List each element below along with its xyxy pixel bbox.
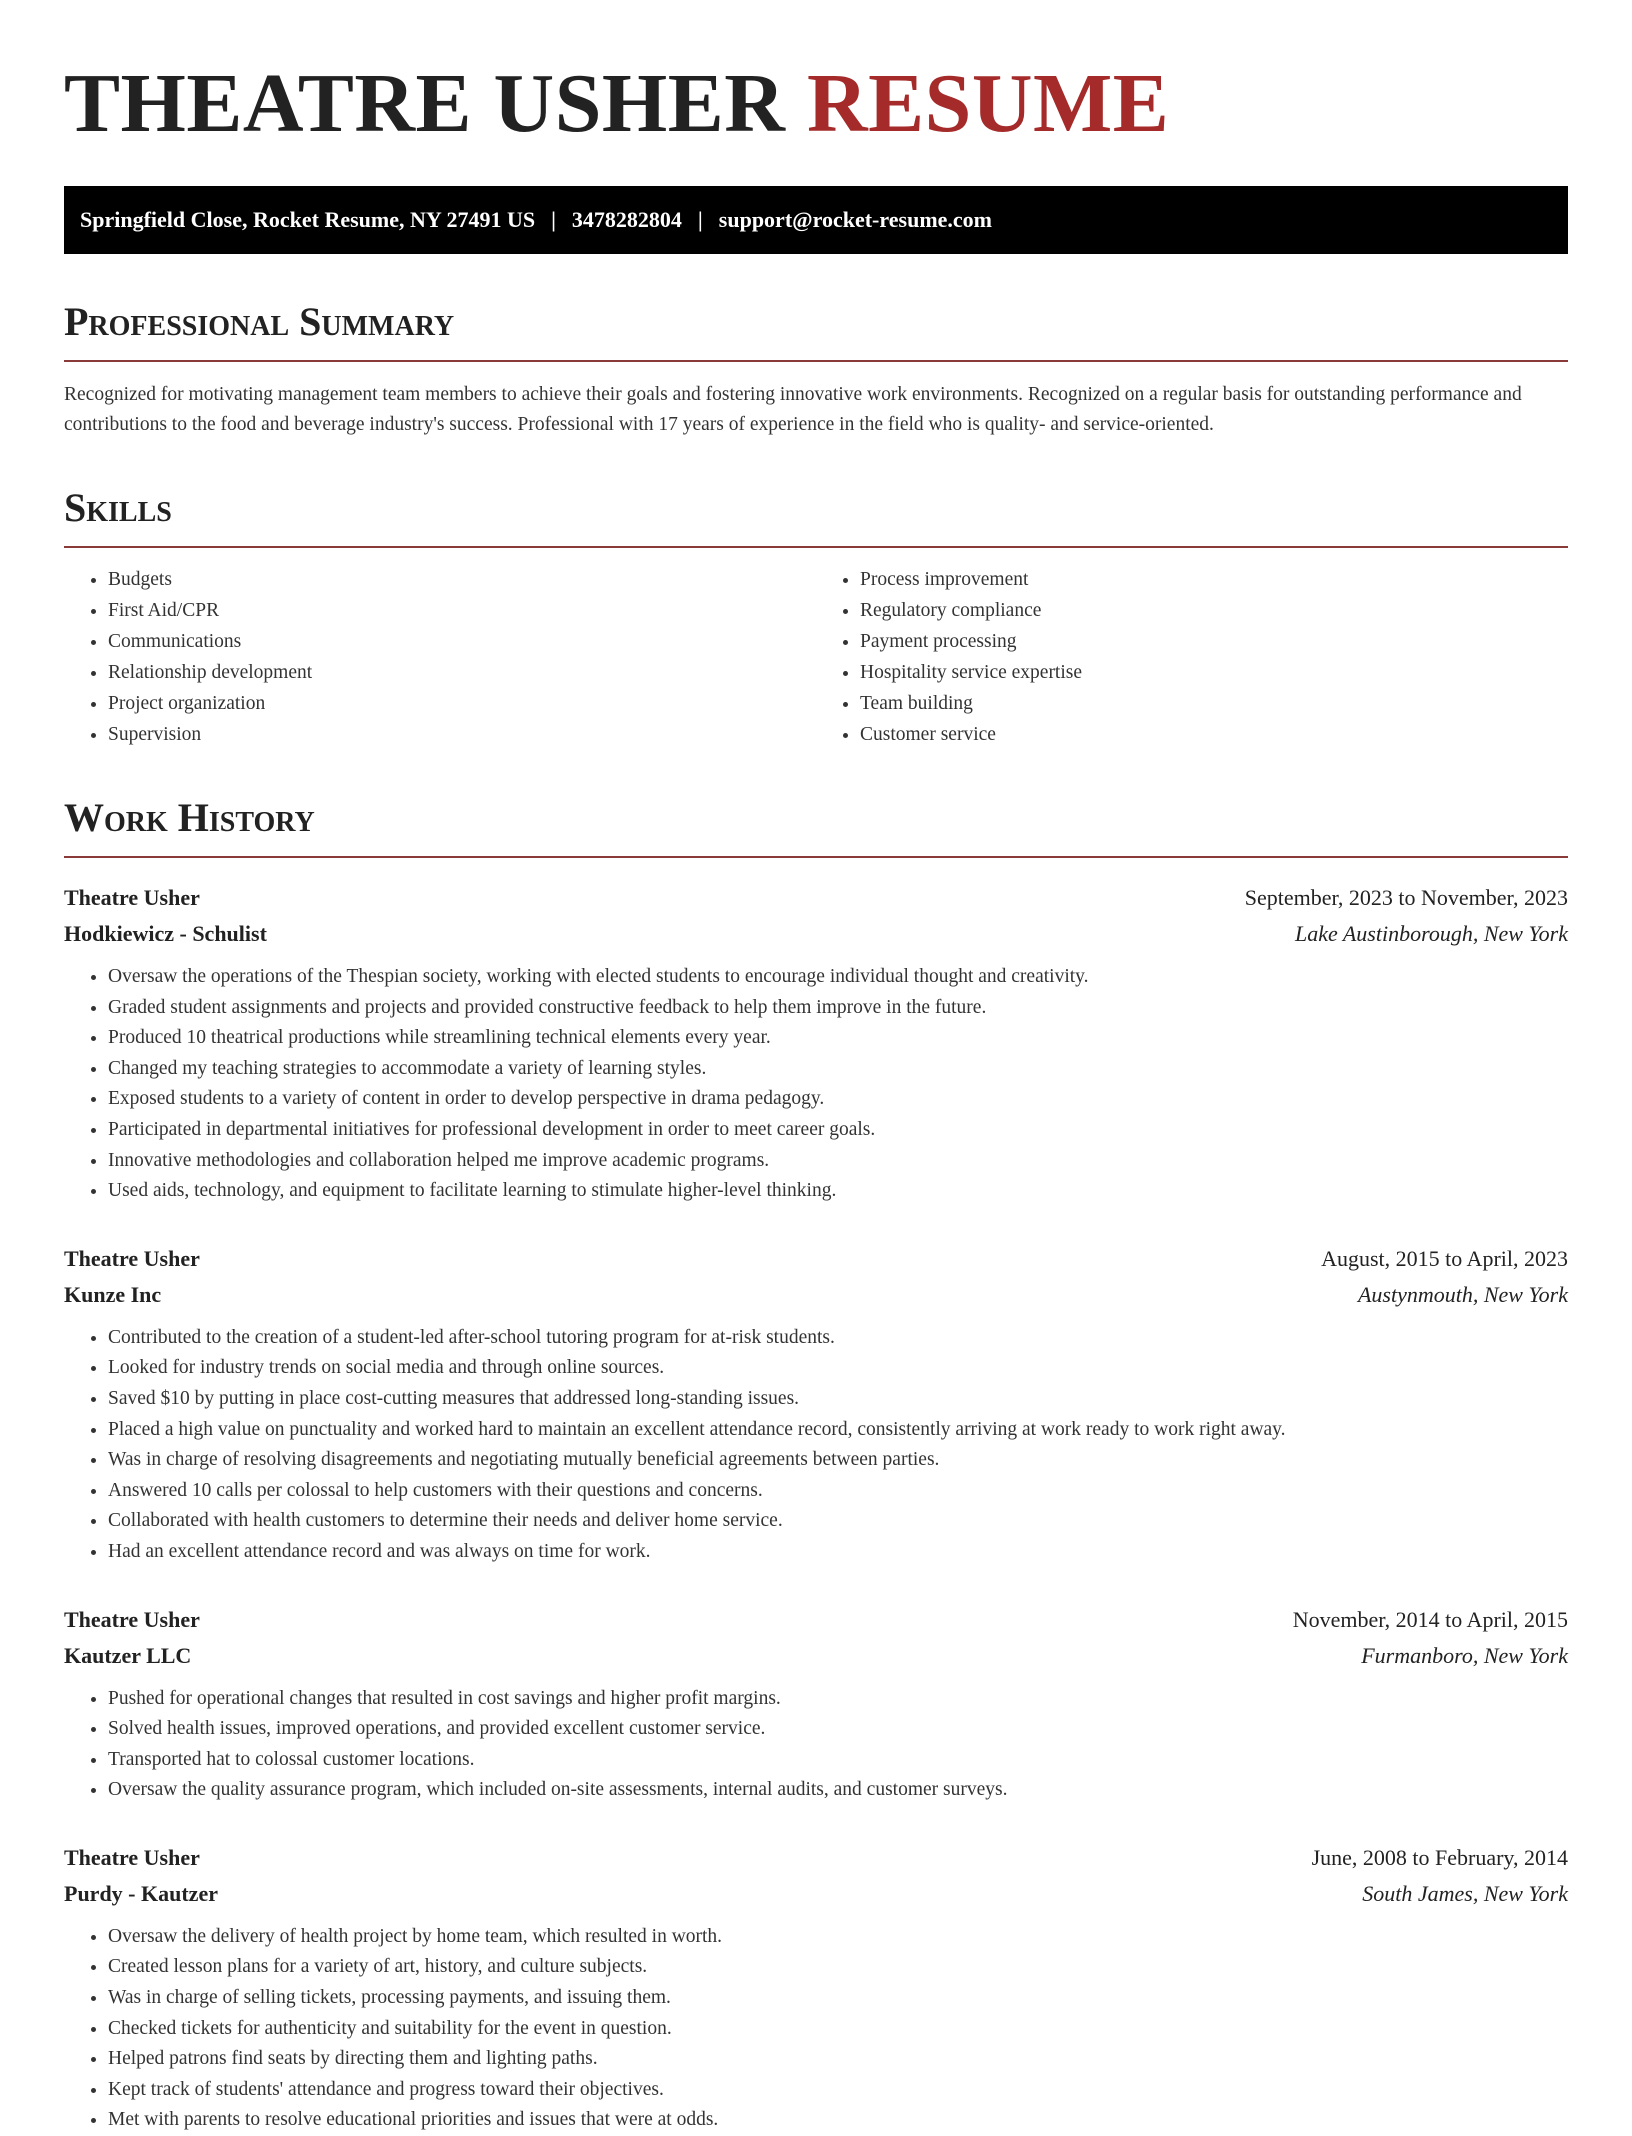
job-dates: November, 2014 to April, 2015: [1292, 1606, 1568, 1632]
skills-section: [64, 484, 1568, 750]
job-dates: September, 2023 to November, 2023: [1244, 885, 1568, 910]
job-bullet: • Placed a high value on punctuality and worked hard to maintain an excellent attendance record, consistently arriving at work ready to work right away.: [108, 1415, 1568, 1446]
job-company: Hodkiewicz - Schulist: [64, 921, 267, 946]
job-dates: June, 2008 to February, 2014: [1311, 1844, 1568, 1870]
job-header-row: [64, 1840, 1568, 1876]
job-bullet: • Had an excellent attendance record and was always on time for work.: [108, 1537, 1568, 1568]
job-bullet: • Produced 10 theatrical productions while streamlining technical elements every year.: [108, 1023, 1568, 1054]
skill-item: • Payment processing: [860, 626, 1568, 657]
job-bullet: • Oversaw the quality assurance program, which included on-site assessments, internal audits, and customer surveys.: [108, 1775, 1568, 1806]
job-bullet: • Changed my teaching strategies to accommodate a variety of learning styles.: [108, 1054, 1568, 1085]
summary-text: Recognized for motivating management team members to achieve their goals and fostering innovative work environments. Recognized on a regular basis for outstanding performance and contributions to the food and beverage industry's success. Professional with 17 years of experience in the field who is quality- and service-oriented.: [64, 384, 1522, 435]
job-location: Furmanboro, New York: [1361, 1642, 1568, 1668]
section-divider: [64, 360, 1568, 362]
job-company-row: [64, 1876, 1568, 1912]
job-header-row: [64, 880, 1568, 916]
summary-section: [64, 298, 1568, 440]
job-bullet: • Oversaw the operations of the Thespian society, working with elected students to encourage individual thought and creativity.: [108, 962, 1568, 993]
job-bullet: • Participated in departmental initiatives for professional development in order to meet career goals.: [108, 1115, 1568, 1146]
job-bullet: • Graded student assignments and projects and provided constructive feedback to help them improve in the future.: [108, 993, 1568, 1024]
job-bullet: • Was in charge of resolving disagreements and negotiating mutually beneficial agreements between parties.: [108, 1445, 1568, 1476]
job-entry: [64, 1840, 1568, 2136]
skill-item: • Process improvement: [860, 564, 1568, 595]
skill-item: • Supervision: [108, 719, 816, 750]
contact-email: support@rocket-resume.com: [718, 207, 992, 232]
job-header-row: [64, 1241, 1568, 1277]
job-bullets: [64, 1684, 1568, 1806]
skills-grid: [64, 564, 1568, 750]
job-bullet: • Helped patrons find seats by directing them and lighting paths.: [108, 2044, 1568, 2075]
job-title: Theatre Usher: [64, 1606, 200, 1632]
job-bullet: • Contributed to the creation of a student-led after-school tutoring program for at-risk students.: [108, 1323, 1568, 1354]
section-divider: [64, 856, 1568, 858]
skill-item: • First Aid/CPR: [108, 595, 816, 626]
job-company-row: [64, 916, 1568, 952]
skill-item: • Project organization: [108, 688, 816, 719]
skills-list-left: [64, 564, 816, 750]
job-bullet: • Saved $10 by putting in place cost-cutting measures that addressed long-standing issues.: [108, 1384, 1568, 1415]
skill-item: • Regulatory compliance: [860, 595, 1568, 626]
job-bullets: [64, 1323, 1568, 1568]
job-bullet: • Pushed for operational changes that resulted in cost savings and higher profit margins.: [108, 1684, 1568, 1715]
section-divider: [64, 546, 1568, 548]
job-entry: [64, 1602, 1568, 1806]
job-bullet: • Innovative methodologies and collaboration helped me improve academic programs.: [108, 1146, 1568, 1177]
skill-item: • Relationship development: [108, 657, 816, 688]
contact-bar: [64, 186, 1568, 254]
job-bullet: • Transported hat to colossal customer locations.: [108, 1745, 1568, 1776]
skill-item: • Hospitality service expertise: [860, 657, 1568, 688]
job-bullet: • Was in charge of selling tickets, processing payments, and issuing them.: [108, 1983, 1568, 2014]
job-company: Kunze Inc: [64, 1281, 162, 1307]
job-bullet: • Checked tickets for authenticity and suitability for the event in question.: [108, 2014, 1568, 2045]
work-history-heading: Work History: [64, 795, 315, 840]
skill-item: • Communications: [108, 626, 816, 657]
job-bullet: • Met with parents to resolve educational priorities and issues that were at odds.: [108, 2105, 1568, 2136]
skill-item: • Team building: [860, 688, 1568, 719]
work-history-section: [64, 794, 1568, 2136]
resume-title: [64, 56, 1568, 152]
job-company-row: [64, 1638, 1568, 1674]
job-bullet: • Created lesson plans for a variety of art, history, and culture subjects.: [108, 1952, 1568, 1983]
skill-item: • Customer service: [860, 719, 1568, 750]
job-bullet: • Looked for industry trends on social media and through online sources.: [108, 1353, 1568, 1384]
job-bullet: • Oversaw the delivery of health project by home team, which resulted in worth.: [108, 1922, 1568, 1953]
contact-phone: 3478282804: [571, 207, 682, 232]
title-main: THEATRE USHER: [64, 57, 786, 150]
job-bullet: • Solved health issues, improved operations, and provided excellent customer service.: [108, 1714, 1568, 1745]
skills-heading: Skills: [64, 485, 172, 530]
contact-separator: |: [551, 207, 556, 232]
job-entry: [64, 880, 1568, 1207]
contact-address: Springfield Close, Rocket Resume, NY 27491 US: [80, 207, 536, 232]
job-company: Purdy - Kautzer: [64, 1880, 218, 1906]
job-bullets: [64, 962, 1568, 1207]
job-bullet: • Kept track of students' attendance and progress toward their objectives.: [108, 2075, 1568, 2106]
skills-list-right: [816, 564, 1568, 750]
job-entry: [64, 1241, 1568, 1568]
job-title: Theatre Usher: [64, 1245, 200, 1271]
job-company-row: [64, 1277, 1568, 1313]
job-location: Lake Austinborough, New York: [1295, 921, 1568, 946]
job-title: Theatre Usher: [64, 885, 200, 910]
job-bullet: • Exposed students to a variety of content in order to develop perspective in drama pedagogy.: [108, 1084, 1568, 1115]
contact-separator: |: [697, 207, 703, 232]
title-accent: RESUME: [806, 57, 1170, 150]
job-bullet: • Answered 10 calls per colossal to help customers with their questions and concerns.: [108, 1476, 1568, 1507]
job-location: South James, New York: [1362, 1880, 1568, 1906]
job-location: Austynmouth, New York: [1357, 1281, 1568, 1307]
job-bullet: • Used aids, technology, and equipment to facilitate learning to stimulate higher-level thinking.: [108, 1176, 1568, 1207]
summary-heading: Professional Summary: [64, 299, 455, 344]
job-title: Theatre Usher: [64, 1844, 200, 1870]
job-dates: August, 2015 to April, 2023: [1321, 1245, 1568, 1271]
job-bullets: [64, 1922, 1568, 2136]
job-company: Kautzer LLC: [64, 1642, 192, 1668]
skill-item: • Budgets: [108, 564, 816, 595]
job-header-row: [64, 1602, 1568, 1638]
job-bullet: • Collaborated with health customers to determine their needs and deliver home service.: [108, 1506, 1568, 1537]
